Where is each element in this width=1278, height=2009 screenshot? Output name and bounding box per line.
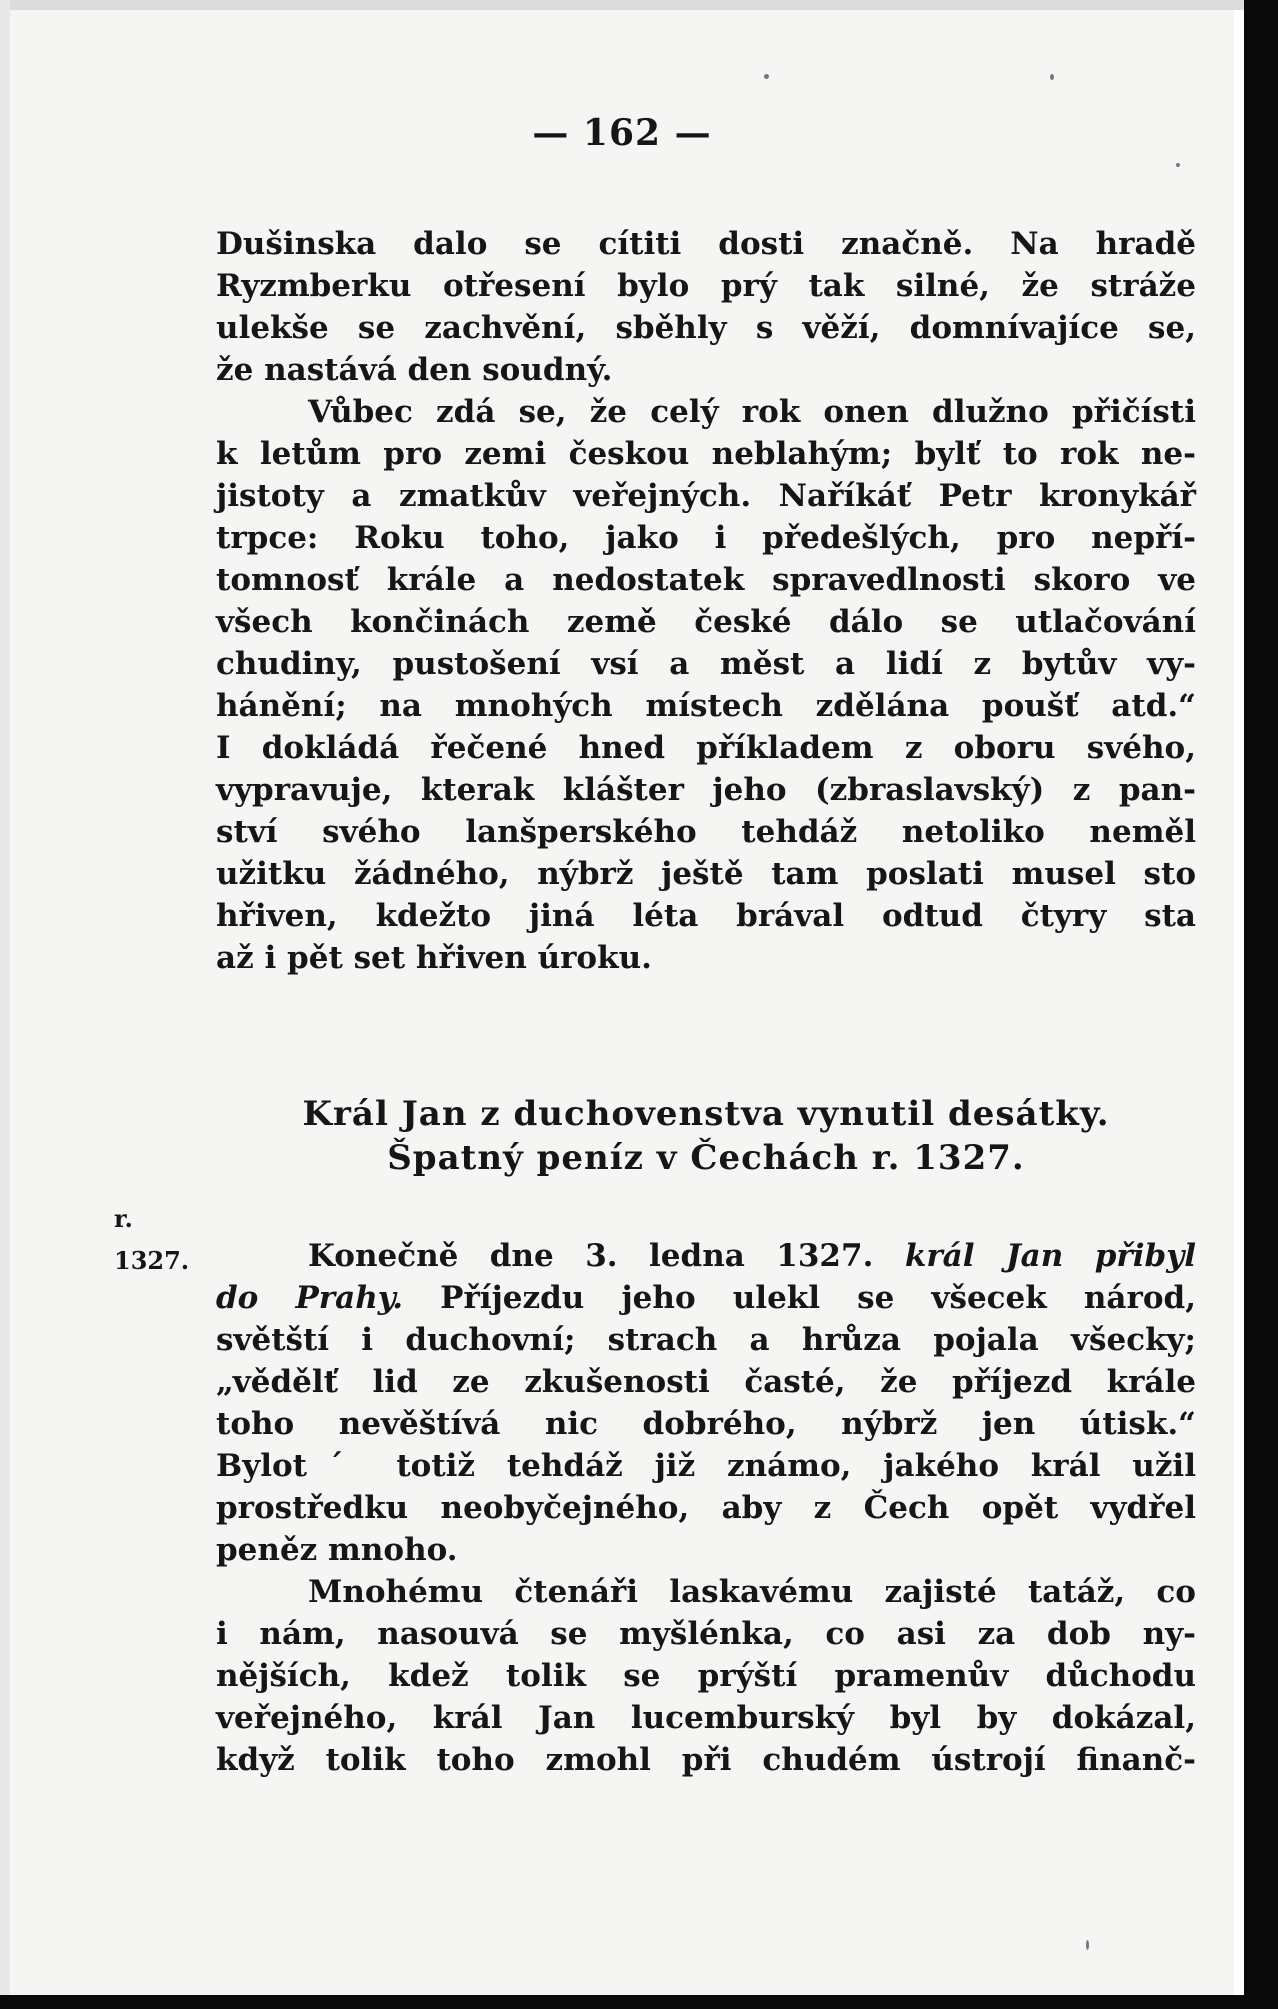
text-line: vypravuje, kterak klášter jeho (zbraslavský) z pan-	[216, 772, 1196, 808]
text-line: jistoty a zmatkův veřejných. Naříkáť Petr kronykář	[216, 478, 1196, 514]
book-page	[10, 10, 1234, 1996]
text-line: když tolik toho zmohl při chudém ústrojí finanč-	[216, 1742, 1196, 1778]
scan-right-edge	[1244, 0, 1278, 2009]
text-line: Vůbec zdá se, že celý rok onen dlužno přičísti	[308, 394, 1196, 430]
text-line: Dušinska dalo se cítiti dosti značně. Na hradě	[216, 226, 1196, 262]
paragraph-4	[216, 1571, 1196, 1781]
scan-speck	[764, 74, 769, 79]
text-line: prostředku neobyčejného, aby z Čech opět vydřel	[216, 1490, 1196, 1526]
scan-bottom-edge	[0, 1995, 1278, 2009]
text-line: hánění; na mnohých místech zdělána poušť atd.“	[216, 688, 1196, 724]
scan-speck	[1050, 74, 1054, 80]
text-line: veřejného, král Jan lucemburský byl by dokázal,	[216, 1700, 1196, 1736]
page-number: — 162 —	[532, 112, 712, 154]
text-line: peněz mnoho.	[216, 1532, 458, 1568]
text-line: „vědělť lid ze zkušenosti časté, že příjezd krále	[216, 1364, 1196, 1400]
text-line: I dokládá řečené hned příkladem z oboru svého,	[216, 730, 1196, 766]
scan-speck	[1176, 163, 1180, 167]
text-line: i nám, nasouvá se myšlénka, co asi za dob ny-	[216, 1616, 1196, 1652]
paragraph-2	[216, 391, 1196, 979]
margin-note-year: 1327.	[114, 1246, 190, 1275]
text-line: Mnohému čtenáři laskavému zajisté tatáž, co	[308, 1574, 1196, 1610]
text-line: užitku žádného, nýbrž ještě tam poslati musel sto	[216, 856, 1196, 892]
text-line: ství svého lanšperského tehdáž netoliko neměl	[216, 814, 1196, 850]
text-segment: Příjezdu jeho ulekl se všecek národ,	[403, 1280, 1196, 1316]
text-line	[216, 1235, 1196, 1277]
section-heading	[216, 1092, 1196, 1180]
heading-line: Špatný peníz v Čechách r. 1327.	[387, 1138, 1025, 1178]
scan-speck	[1086, 1940, 1089, 1950]
text-line: Ryzmberku otřesení bylo prý tak silné, že stráže	[216, 268, 1196, 304]
text-line: k letům pro zemi českou neblahým; bylť to rok ne-	[216, 436, 1196, 472]
scan-left-edge	[0, 0, 10, 2009]
text-line: že nastává den soudný.	[216, 352, 613, 388]
text-line: chudiny, pustošení vsí a měst a lidí z bytův vy-	[216, 646, 1196, 682]
text-line	[216, 1277, 1196, 1319]
margin-note-r: r.	[114, 1204, 133, 1233]
text-line: nějších, kdež tolik se prýští pramenův důchodu	[216, 1658, 1196, 1694]
text-line: světští i duchovní; strach a hrůza pojala všecky;	[216, 1322, 1196, 1358]
text-line: všech končinách země české dálo se utlačování	[216, 604, 1196, 640]
text-line: tomnosť krále a nedostatek spravedlnosti skoro ve	[216, 562, 1196, 598]
text-line: ulekše se zachvění, sběhly s věží, domnívajíce se,	[216, 310, 1196, 346]
italic-segment: král Jan přibyl	[904, 1238, 1196, 1274]
scan-top-edge	[0, 0, 1278, 10]
text-line: až i pět set hřiven úroku.	[216, 940, 652, 976]
paragraph-3	[216, 1235, 1196, 1571]
italic-segment: do Prahy.	[216, 1280, 404, 1316]
text-segment: Konečně dne 3. ledna 1327.	[308, 1238, 905, 1274]
text-line: hřiven, kdežto jiná léta brával odtud čtyry sta	[216, 898, 1196, 934]
heading-line: Král Jan z duchovenstva vynutil desátky.	[302, 1094, 1110, 1134]
paragraph-1	[216, 223, 1196, 391]
text-line: Bylotˊ totiž tehdáž již známo, jakého král užil	[216, 1448, 1196, 1484]
text-line: toho nevěštívá nic dobrého, nýbrž jen útisk.“	[216, 1406, 1196, 1442]
text-line: trpce: Roku toho, jako i předešlých, pro nepří-	[216, 520, 1196, 556]
